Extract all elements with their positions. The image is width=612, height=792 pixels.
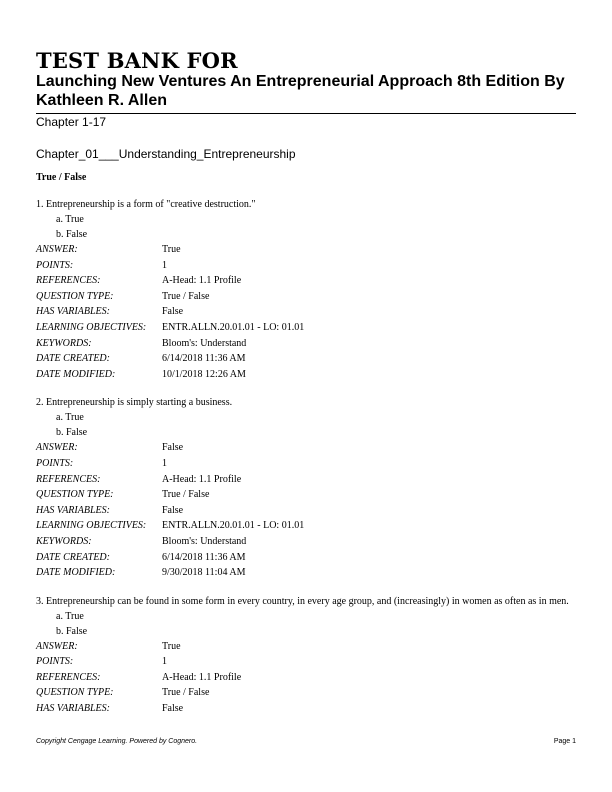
chapter-range: Chapter 1-17 <box>36 115 107 129</box>
answer-label: ANSWER: <box>36 442 78 454</box>
question-stem: 1. Entrepreneurship is a form of "creative destruction." <box>36 199 256 210</box>
answer-label: ANSWER: <box>36 244 78 255</box>
references-value: A-Head: 1.1 Profile <box>162 275 242 287</box>
points-value: 1 <box>162 259 167 271</box>
references-value: A-Head: 1.1 Profile <box>162 671 242 683</box>
question-metadata <box>36 242 576 382</box>
points-label: POINTS: <box>36 259 74 271</box>
has-variables-value: False <box>162 504 184 516</box>
learning-objectives-label: LEARNING OBJECTIVES: <box>36 321 147 333</box>
date-created-value: 6/14/2018 11:36 AM <box>162 353 246 365</box>
learning-objectives-value: ENTR.ALLN.20.01.01 - LO: 01.01 <box>162 321 305 333</box>
question-metadata <box>36 440 576 580</box>
option-a: a. True <box>56 214 84 225</box>
points-label: POINTS: <box>36 457 74 469</box>
book-title: Launching New Ventures An Entrepreneurial Approach 8th Edition By Kathleen R. Allen <box>36 73 565 109</box>
keywords-label: KEYWORDS: <box>36 535 92 547</box>
points-value: 1 <box>162 656 167 668</box>
question-type-value: True / False <box>162 290 210 302</box>
question-type-value: True / False <box>162 687 210 699</box>
option-a: a. True <box>56 412 84 424</box>
option-b: b. False <box>56 625 88 637</box>
points-label: POINTS: <box>36 656 74 668</box>
option-b: b. False <box>56 229 88 240</box>
question-stem: 2. Entrepreneurship is simply starting a business. <box>36 397 233 409</box>
references-label: REFERENCES: <box>36 671 101 683</box>
chapter-name: Chapter_01___Understanding_Entrepreneurship <box>36 147 296 161</box>
has-variables-label: HAS VARIABLES: <box>36 306 110 318</box>
question-stem: 3. Entrepreneurship can be found in some form in every country, in every age group, and (increasingly) in women as often as in men. <box>36 595 569 607</box>
has-variables-value: False <box>162 703 184 715</box>
references-value: A-Head: 1.1 Profile <box>162 473 242 485</box>
copyright-notice: Copyright Cengage Learning. Powered by Cognero. <box>36 738 198 745</box>
question-type-label: QUESTION TYPE: <box>36 290 114 302</box>
date-modified-label: DATE MODIFIED: <box>36 567 116 579</box>
keywords-value: Bloom's: Understand <box>162 337 247 349</box>
date-created-label: DATE CREATED: <box>36 551 110 563</box>
references-label: REFERENCES: <box>36 473 101 485</box>
answer-value: True <box>162 244 181 255</box>
keywords-value: Bloom's: Understand <box>162 535 247 547</box>
answer-label: ANSWER: <box>36 640 78 652</box>
question-metadata <box>36 639 576 717</box>
question-3 <box>36 594 576 717</box>
question-type-label: QUESTION TYPE: <box>36 687 114 699</box>
question-type-value: True / False <box>162 489 210 501</box>
page-number: Page 1 <box>553 738 576 745</box>
date-modified-value: 9/30/2018 11:04 AM <box>162 567 246 579</box>
date-modified-label: DATE MODIFIED: <box>36 368 116 380</box>
date-created-label: DATE CREATED: <box>36 353 110 365</box>
document-page <box>36 50 576 717</box>
answer-value: True <box>162 640 181 652</box>
option-a: a. True <box>56 610 84 622</box>
question-type-label: QUESTION TYPE: <box>36 489 114 501</box>
date-created-value: 6/14/2018 11:36 AM <box>162 551 246 563</box>
question-1 <box>36 197 576 382</box>
question-2 <box>36 395 576 580</box>
answer-value: False <box>162 442 184 454</box>
references-label: REFERENCES: <box>36 275 101 287</box>
keywords-label: KEYWORDS: <box>36 337 92 349</box>
has-variables-value: False <box>162 306 184 318</box>
has-variables-label: HAS VARIABLES: <box>36 504 110 516</box>
page-footer <box>36 738 576 745</box>
section-heading: True / False <box>36 172 87 183</box>
date-modified-value: 10/1/2018 12:26 AM <box>162 368 246 380</box>
option-b: b. False <box>56 427 88 439</box>
test-bank-title: TEST BANK FOR <box>36 48 238 73</box>
learning-objectives-value: ENTR.ALLN.20.01.01 - LO: 01.01 <box>162 520 305 532</box>
learning-objectives-label: LEARNING OBJECTIVES: <box>36 520 147 532</box>
has-variables-label: HAS VARIABLES: <box>36 703 110 715</box>
points-value: 1 <box>162 457 167 469</box>
